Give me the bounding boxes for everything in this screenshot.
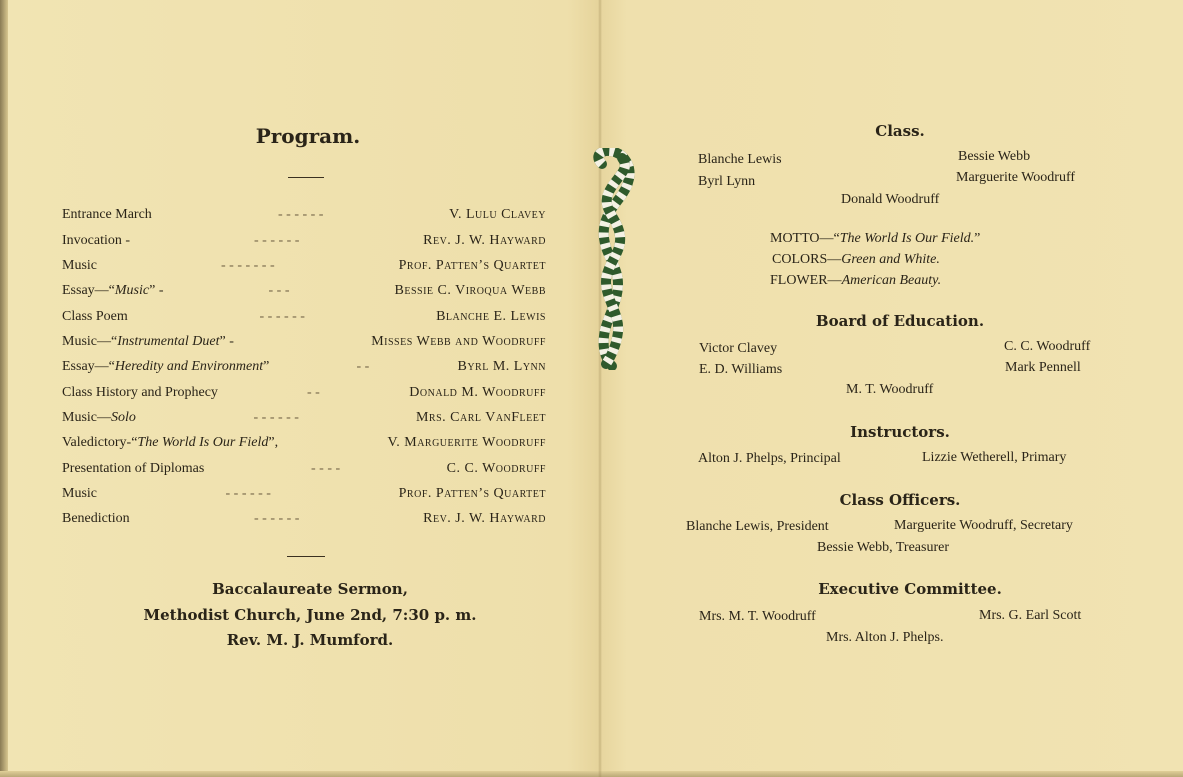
program-item: [62, 230, 130, 252]
program-item: [62, 255, 97, 277]
program-performer: Rev. J. W. Hayward: [423, 233, 546, 248]
program-row: [62, 432, 546, 454]
motto-line: MOTTO—“The World Is Our Field.”: [770, 231, 981, 246]
program-item-text: Essay—“: [62, 283, 115, 298]
title-rule: [288, 177, 324, 178]
committee-member: Mrs. G. Earl Scott: [979, 608, 1082, 623]
program-item: [62, 382, 218, 404]
class-member: Blanche Lewis: [698, 152, 782, 167]
class-officer: Blanche Lewis, President: [686, 519, 829, 534]
program-item-title: Music: [114, 283, 150, 298]
program-item-text: Invocation -: [62, 233, 131, 248]
program-item: [62, 280, 164, 302]
program-item-text: Class History and Prophecy: [62, 385, 218, 400]
program-row: [62, 306, 546, 328]
class-member: Bessie Webb: [958, 149, 1031, 164]
class-officer: Bessie Webb, Treasurer: [817, 540, 949, 555]
instructor: Alton J. Phelps, Principal: [698, 451, 841, 466]
program-leader-dashes: - - - - - -: [254, 233, 300, 248]
colors-line: COLORS—Green and White.: [772, 252, 940, 267]
program-performer: Misses Webb and Woodruff: [371, 334, 546, 349]
program-leader-dashes: - - -: [268, 283, 290, 298]
committee-member: Mrs. Alton J. Phelps.: [826, 630, 944, 645]
program-performer: Byrl M. Lynn: [457, 359, 546, 374]
program-leader-dashes: - -: [307, 385, 320, 400]
class-officers-heading: Class Officers.: [839, 491, 961, 509]
class-member: Donald Woodruff: [841, 192, 940, 207]
program-item-text: Valedictory-“: [62, 435, 138, 450]
program-performer: Blanche E. Lewis: [436, 309, 546, 324]
program-item-title: Heredity and Environment: [114, 359, 264, 374]
program-item-text: Music—“: [62, 334, 118, 349]
program-item-text: Music—: [62, 410, 111, 425]
program-item: [62, 331, 234, 353]
program-row: [62, 230, 546, 252]
instructor: Lizzie Wetherell, Primary: [922, 450, 1067, 465]
program-end-rule: [287, 556, 325, 557]
program-performer: Prof. Patten’s Quartet: [398, 486, 546, 501]
program-performer: Donald M. Woodruff: [409, 385, 546, 400]
program-item-suffix: ” -: [219, 334, 234, 349]
green-white-cord: [588, 148, 642, 370]
class-heading: Class.: [875, 122, 925, 140]
baccalaureate-sermon-line: Baccalaureate Sermon,: [212, 580, 408, 598]
program-title: Program.: [255, 124, 361, 148]
program-item-suffix: ”,: [268, 435, 279, 450]
program-performer: C. C. Woodruff: [446, 461, 546, 476]
executive-committee-heading: Executive Committee.: [818, 580, 1002, 598]
baccalaureate-speaker-line: Rev. M. J. Mumford.: [226, 631, 394, 649]
program-row: [62, 331, 546, 353]
program-item-text: Benediction: [62, 511, 130, 526]
program-row: [62, 280, 546, 302]
program-performer: Prof. Patten’s Quartet: [398, 258, 546, 273]
class-officer: Marguerite Woodruff, Secretary: [894, 518, 1073, 533]
program-item: [62, 458, 204, 480]
board-member: Victor Clavey: [699, 341, 778, 356]
program-item-title: The World Is Our Field: [137, 435, 269, 450]
class-member: Byrl Lynn: [698, 174, 756, 189]
program-leader-dashes: - - - - - - -: [221, 258, 275, 273]
class-member: Marguerite Woodruff: [956, 170, 1076, 185]
board-heading: Board of Education.: [815, 312, 985, 330]
program-leader-dashes: - - - - - -: [225, 486, 271, 501]
board-member: Mark Pennell: [1005, 360, 1081, 375]
program-item: [62, 306, 128, 328]
program-item-text: Class Poem: [62, 309, 128, 324]
program-performer: V. Lulu Clavey: [449, 207, 546, 222]
program-row: [62, 458, 546, 480]
program-row: [62, 508, 546, 530]
program-item: [62, 204, 152, 226]
program-row: [62, 356, 546, 378]
program-row: [62, 407, 546, 429]
instructors-heading: Instructors.: [850, 423, 950, 441]
program-performer: Bessie C. Viroqua Webb: [394, 283, 546, 298]
program-row: [62, 382, 546, 404]
program-item: [62, 356, 269, 378]
program-item-suffix: ”: [263, 359, 270, 374]
program-performer: Mrs. Carl VanFleet: [415, 410, 546, 425]
program-item-text: Music: [62, 486, 97, 501]
program-leader-dashes: - - - -: [311, 461, 341, 476]
program-performer: Rev. J. W. Hayward: [423, 511, 546, 526]
flower-line: FLOWER—American Beauty.: [770, 273, 942, 288]
board-member: C. C. Woodruff: [1004, 339, 1091, 354]
committee-member: Mrs. M. T. Woodruff: [699, 609, 816, 624]
program-performer: V. Marguerite Woodruff: [387, 435, 546, 450]
program-item-title: Instrumental Duet: [117, 334, 220, 349]
program-item-text: Essay—“: [62, 359, 115, 374]
program-item-text: Music: [62, 258, 97, 273]
program-row: [62, 255, 546, 277]
program-item-text: Presentation of Diplomas: [62, 461, 205, 476]
program-item: [62, 483, 97, 505]
program-item-text: Entrance March: [62, 207, 152, 222]
program-item: [62, 432, 278, 454]
card-left-edge: [0, 0, 8, 777]
program-row: [62, 204, 546, 226]
program-leader-dashes: - - - - - -: [259, 309, 305, 324]
program-leader-dashes: - - - - - -: [278, 207, 324, 222]
board-member: E. D. Williams: [699, 362, 783, 377]
program-row: [62, 483, 546, 505]
program-leader-dashes: - - - - - -: [253, 410, 299, 425]
program-item: [62, 508, 130, 530]
program-item: [62, 407, 136, 429]
program-item-suffix: ” -: [149, 283, 164, 298]
program-leader-dashes: - - - - - -: [254, 511, 300, 526]
program-item-title: Solo: [111, 410, 136, 425]
card-bottom-edge: [0, 771, 1183, 777]
board-member: M. T. Woodruff: [846, 382, 934, 397]
baccalaureate-place-line: Methodist Church, June 2nd, 7:30 p. m.: [143, 606, 477, 624]
center-fold: [598, 0, 602, 777]
program-leader-dashes: - -: [356, 359, 370, 374]
